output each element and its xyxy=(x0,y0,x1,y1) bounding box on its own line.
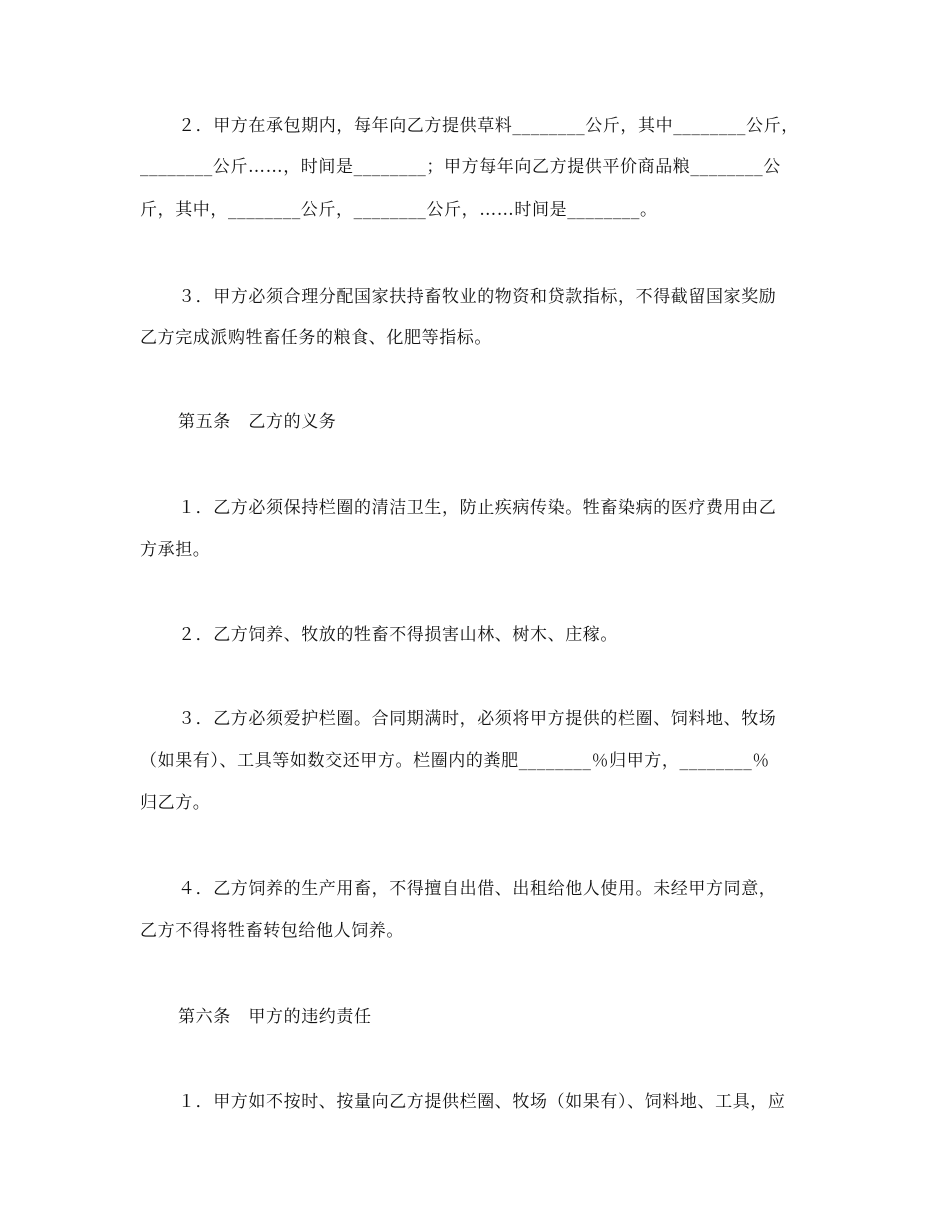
article-5-heading: 第五条 乙方的义务 xyxy=(178,412,337,432)
article-5-item-3-line-1: ３．乙方必须爱护栏圈。合同期满时，必须将甲方提供的栏圈、饲料地、牧场 xyxy=(178,709,777,729)
article-5-item-3-line-3: 归乙方。 xyxy=(140,793,211,813)
article-6-item-1-line-1: １．甲方如不按时、按量向乙方提供栏圈、牧场（如果有）、饲料地、工具，应 xyxy=(178,1092,786,1112)
article-5-item-1-line-1: １．乙方必须保持栏圈的清洁卫生，防止疾病传染。牲畜染病的医疗费用由乙 xyxy=(178,498,777,518)
paragraph-2-line-2: ________公斤……，时间是________；甲方每年向乙方提供平价商品粮________公 xyxy=(140,157,781,177)
article-6-heading: 第六条 甲方的违约责任 xyxy=(178,1007,372,1027)
article-5-item-4-line-2: 乙方不得将牲畜转包给他人饲养。 xyxy=(140,921,404,941)
article-5-item-2-line-1: ２．乙方饲养、牧放的牲畜不得损害山林、树木、庄稼。 xyxy=(178,625,618,645)
paragraph-2-line-3: 斤，其中，________公斤，________公斤，……时间是________。 xyxy=(140,200,658,220)
article-5-item-3-line-2: （如果有）、工具等如数交还甲方。栏圈内的粪肥________％归甲方，________％ xyxy=(140,751,770,771)
article-5-item-1-line-2: 方承担。 xyxy=(140,540,211,560)
paragraph-3-line-2: 乙方完成派购牲畜任务的粮食、化肥等指标。 xyxy=(140,328,492,348)
paragraph-2-line-1: ２．甲方在承包期内，每年向乙方提供草料________公斤，其中________公斤， xyxy=(178,116,799,136)
paragraph-3-line-1: ３．甲方必须合理分配国家扶持畜牧业的物资和贷款指标，不得截留国家奖励 xyxy=(178,287,777,307)
article-5-item-4-line-1: ４．乙方饲养的生产用畜，不得擅自出借、出租给他人使用。未经甲方同意， xyxy=(178,879,777,899)
